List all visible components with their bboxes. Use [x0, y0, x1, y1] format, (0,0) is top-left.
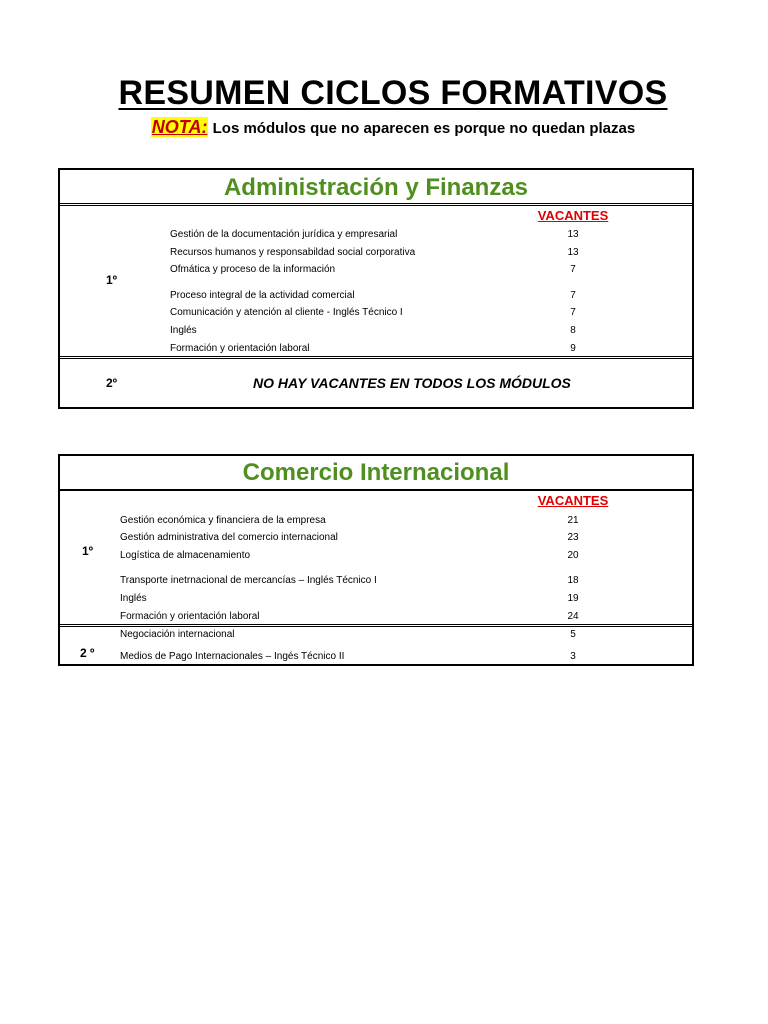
module-vacantes: 21 [567, 515, 579, 526]
module-vacantes: 13 [567, 247, 579, 258]
module-vacantes: 5 [570, 629, 576, 640]
module-vacantes: 7 [570, 307, 576, 318]
module-vacantes: 18 [567, 575, 579, 586]
module-vacantes: 7 [570, 264, 576, 275]
module-name: Proceso integral de la actividad comercial [170, 290, 355, 301]
module-vacantes: 7 [570, 290, 576, 301]
module-name: Negociación internacional [120, 629, 235, 640]
module-vacantes: 8 [570, 325, 576, 336]
module-name: Medios de Pago Internacionales – Ingés Técnico II [120, 651, 345, 662]
year-label: 1º [106, 273, 118, 287]
module-name: Formación y orientación laboral [170, 343, 310, 354]
module-name: Logística de almacenamiento [120, 550, 251, 561]
module-name: Comunicación y atención al cliente - Inglés Técnico I [170, 307, 403, 318]
module-name: Gestión económica y financiera de la empresa [120, 515, 326, 526]
module-name: Recursos humanos y responsabildad social corporativa [170, 247, 416, 258]
year-label: 1º [82, 544, 94, 558]
year-label: 2 º [80, 646, 95, 660]
year-label: 2º [106, 376, 118, 390]
module-name: Inglés [120, 593, 147, 604]
page-title: RESUMEN CICLOS FORMATIVOS [118, 74, 668, 112]
module-vacantes: 9 [570, 343, 576, 354]
module-vacantes: 20 [567, 550, 579, 561]
module-vacantes: 13 [567, 229, 579, 240]
module-name: Gestión de la documentación jurídica y empresarial [170, 229, 398, 240]
module-vacantes: 23 [567, 532, 579, 543]
no-vacancies-message: NO HAY VACANTES EN TODOS LOS MÓDULOS [253, 375, 571, 391]
module-name: Gestión administrativa del comercio internacional [120, 532, 338, 543]
note-text: Los módulos que no aparecen es porque no quedan plazas [212, 120, 636, 137]
program-comercio-internacional-table [58, 454, 694, 666]
module-name: Transporte inetrnacional de mercancías – Inglés Técnico I [120, 575, 377, 586]
program-title: Administración y Finanzas [223, 174, 529, 201]
divider [60, 624, 692, 627]
note-label: NOTA: [151, 117, 208, 137]
divider [60, 203, 692, 206]
note-line [0, 117, 768, 138]
program-title: Comercio Internacional [242, 459, 510, 486]
vacantes-header: VACANTES [537, 208, 609, 223]
divider [60, 356, 692, 359]
module-name: Ofmática y proceso de la información [170, 264, 336, 275]
program-admin-finanzas-table [58, 168, 694, 409]
module-vacantes: 19 [567, 593, 579, 604]
module-vacantes: 24 [567, 611, 579, 622]
module-vacantes: 3 [570, 651, 576, 662]
divider [60, 489, 692, 491]
module-name: Formación y orientación laboral [120, 611, 260, 622]
module-name: Inglés [170, 325, 197, 336]
vacantes-header: VACANTES [537, 493, 609, 508]
